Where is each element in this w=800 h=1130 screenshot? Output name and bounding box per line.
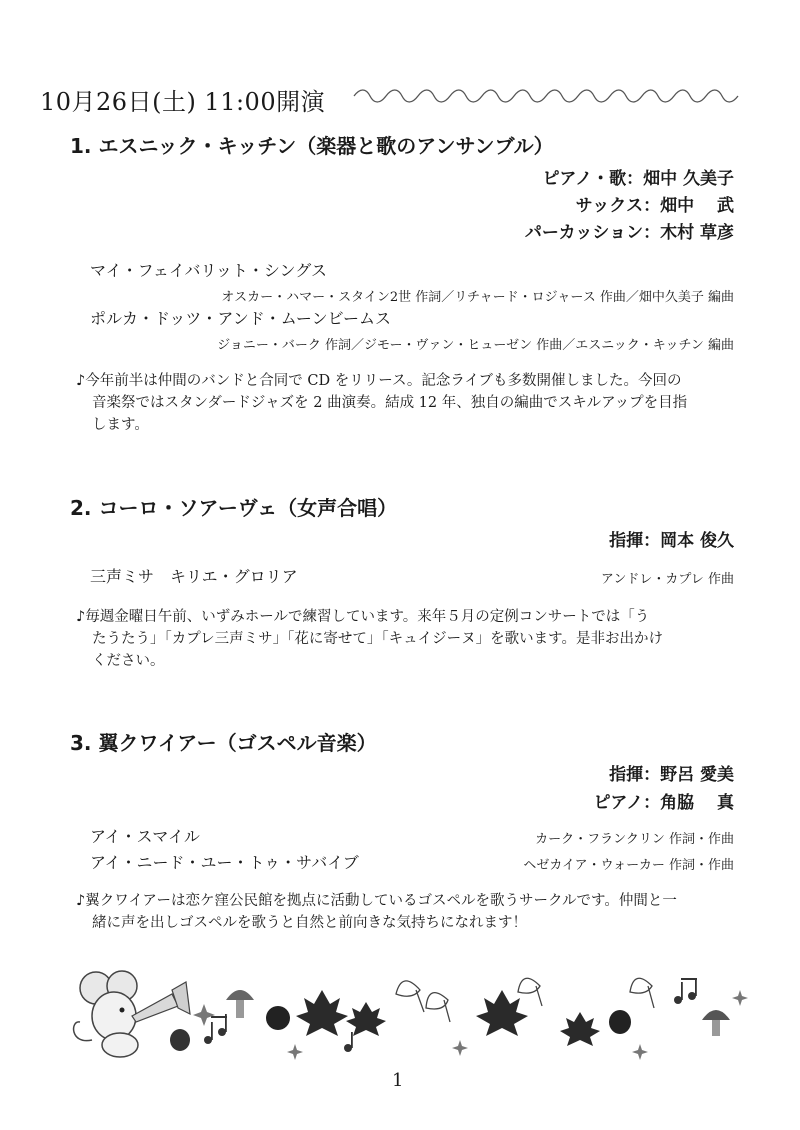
performer: 指揮：野呂 愛美	[609, 765, 734, 785]
performer: パーカッション：木村 草彦	[524, 223, 734, 243]
description-line: ♪毎週金曜日午前、いずみホールで練習しています。来年５月の定例コンサートでは「う	[76, 609, 650, 625]
song-credit: ヘゼカイア・ウォーカー 作詞・作曲	[523, 858, 734, 873]
section-description	[76, 606, 742, 672]
section-title: 1. エスニック・キッチン（楽器と歌のアンサンブル）	[70, 134, 554, 158]
song-title: アイ・スマイル	[90, 827, 200, 846]
song-credit: アンドレ・カプレ 作曲	[600, 572, 734, 587]
description-line: 音楽祭ではスタンダードジャズを 2 曲演奏。結成 12 年、独自の編曲でスキルアップを目指	[92, 395, 688, 411]
song-credit: ジョニー・バーク 作詞／ジモー・ヴァン・ヒューゼン 作曲／エスニック・キッチン 編曲	[217, 338, 734, 353]
song-title: マイ・フェイバリット・シングス	[90, 261, 328, 280]
description-line: ♪今年前半は仲間のバンドと合同で CD をリリース。記念ライブも多数開催しました。今回の	[76, 373, 682, 389]
performer: 指揮：岡本 俊久	[609, 531, 734, 551]
autumn-border-illustration	[40, 960, 760, 1060]
section-title: 2. コーロ・ソアーヴェ（女声合唱）	[70, 496, 398, 520]
description-line: ♪翼クワイアーは恋ケ窪公民館を拠点に活動しているゴスペルを歌うサークルです。仲間と一	[76, 893, 677, 909]
song-credit: オスカー・ハマー・スタイン2世 作詞／リチャード・ロジャース 作曲／畑中久美子 編曲	[221, 290, 734, 305]
concert-date: 10月26日(土) 11:00開演	[40, 88, 326, 116]
leaf-icon	[296, 990, 600, 1046]
mushroom-icon	[226, 990, 730, 1036]
section-description	[76, 370, 742, 436]
description-line: します。	[92, 417, 149, 433]
song-title: 三声ミサ キリエ・グロリア	[90, 567, 298, 586]
section-description	[76, 890, 742, 934]
performer: ピアノ・歌：畑中 久美子	[542, 169, 734, 189]
song-credit: カーク・フランクリン 作詞・作曲	[535, 832, 734, 847]
description-line: ください。	[92, 653, 165, 669]
ornament-flourish-icon	[352, 86, 742, 106]
section-title: 3. 翼クワイアー（ゴスペル音楽）	[70, 731, 377, 755]
description-line: たうたう」「カプレ三声ミサ」「花に寄せて」「キュイジーヌ」を歌います。是非お出かけ	[92, 631, 664, 647]
performer: サックス：畑中 武	[575, 196, 734, 216]
performer: ピアノ：角脇 真	[593, 793, 734, 813]
page-number: 1	[392, 1070, 404, 1091]
description-line: 緒に声を出しゴスペルを歌うと自然と前向きな気持ちになれます！	[92, 915, 527, 931]
song-title: アイ・ニード・ユー・トゥ・サバイブ	[90, 853, 359, 872]
song-title: ポルカ・ドッツ・アンド・ムーンビームス	[90, 309, 391, 328]
